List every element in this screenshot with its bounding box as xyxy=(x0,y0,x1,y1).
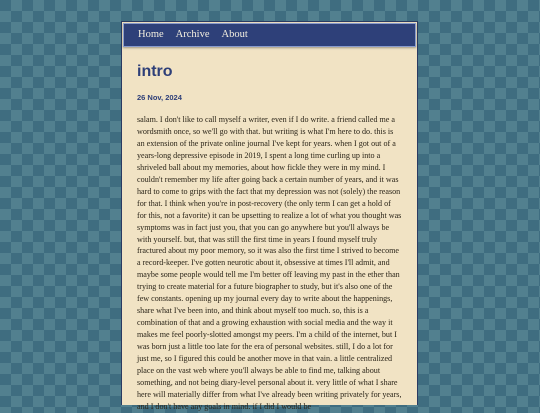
post-title: intro xyxy=(137,63,173,80)
nav-about-link[interactable]: About xyxy=(221,28,248,40)
nav-archive-link[interactable]: Archive xyxy=(175,28,210,40)
post xyxy=(122,63,417,413)
post-date: 26 Nov, 2024 xyxy=(137,93,182,102)
top-nav xyxy=(123,23,416,47)
nav-home-link[interactable]: Home xyxy=(138,28,164,40)
post-body: salam. I don't like to call myself a writer, even if I do write. a friend called me a wordsmith once, so we'll go with that. but writing is what I'm here to do. this is an extension of the private online journal I've kept for years. when I got out of a years-long depressive episode in 2019, I spent a long time curling up into a shriveled ball about my memories, about how fickle they were in my mind. I couldn't remember my life after going back a certain number of years, and it was hard to come to grips with the fact that my depression was not (solely) the reason for that. I think when you're in post-recovery (the only term I can get a hold of for this, not a favorite) it can be upsetting to realize a lot of what you thought was symptoms was in fact just you, that you can go anywhere but you'll always be with yourself. but, that was still the first time in years I found myself truly fractured about my poor memory, so it was also the first time I strived to become a record-keeper. I've gotten neurotic about it, obsessive at times I'll admit, and maybe some people would tell me I'm better off leaving my past in the ether than trying to create material for a future biographer to study, but it's also one of the few constants. opening up my journal every day to write about the happenings, share what I've been into, and think about myself too much. so, this is a combination of that and a growing exhaustion with social media and the way it makes me feel poorly-slotted amongst my peers. I'm a child of the internet, but I was born just a little too late for the era of personal websites. still, I do a lot for just me, so I figured this could be another move in that vain. a little centralized place on the vast web where you'll always be able to find me, talking about something, and not being diary-level personal about it. very little of what I share here will materially differ from what I've already been writing privately for years, and I don't have any goals in mind. if I did I would be xyxy=(137,115,402,411)
page-container xyxy=(121,21,418,411)
